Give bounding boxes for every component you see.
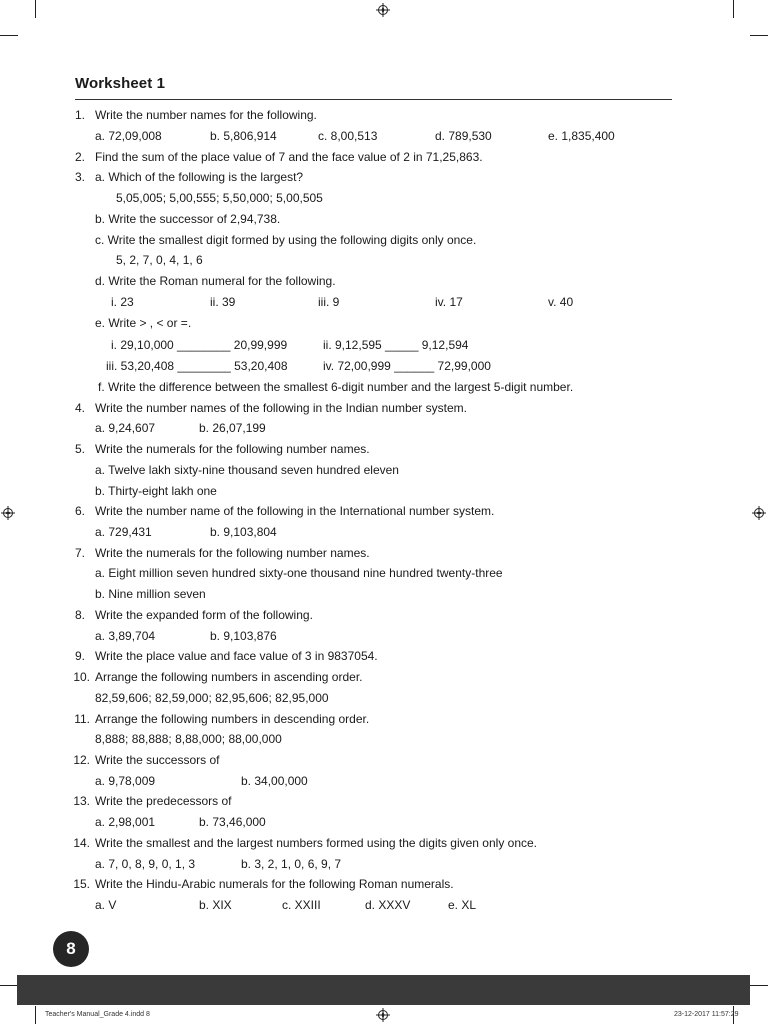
question-option: a. 9,78,009 (95, 774, 156, 788)
question-text: Arrange the following numbers in descending order. (95, 712, 370, 726)
question-option: a. 72,09,008 (95, 129, 162, 143)
registration-mark-icon (376, 3, 390, 17)
question-option: b. 5,806,914 (210, 129, 277, 143)
question-option: b. 26,07,199 (199, 421, 266, 435)
question-text: Write the number names for the following. (95, 108, 317, 122)
question-option: iv. 17 (435, 295, 463, 309)
question-option: i. 23 (111, 295, 134, 309)
question-number: 1. (74, 108, 85, 122)
question-option: a. 3,89,704 (95, 629, 156, 643)
question-option: iv. 72,00,999 ______ 72,99,000 (323, 359, 491, 373)
question-list: 5, 2, 7, 0, 4, 1, 6 (116, 253, 203, 267)
question-number: 10. (73, 670, 90, 684)
question-option: e. 1,835,400 (548, 129, 615, 143)
crop-mark (750, 35, 768, 36)
question-number: 3. (74, 170, 85, 184)
question-option: v. 40 (548, 295, 574, 309)
registration-mark-icon (376, 1008, 390, 1022)
question-option: iii. 9 (318, 295, 340, 309)
question-list: 82,59,606; 82,59,000; 82,95,606; 82,95,000 (95, 691, 329, 705)
question-option: b. 9,103,804 (210, 525, 277, 539)
question-subpart: f. Write the difference between the smallest 6-digit number and the largest 5-digit number. (98, 380, 574, 394)
question-option: d. XXXV (365, 898, 411, 912)
question-number: 14. (73, 836, 90, 850)
question-option: b. XIX (199, 898, 232, 912)
question-option: a. 729,431 (95, 525, 152, 539)
question-number: 7. (74, 546, 85, 560)
question-option: a. Twelve lakh sixty-nine thousand seven hundred eleven (95, 463, 399, 477)
question-number: 13. (73, 794, 90, 808)
crop-mark (35, 0, 36, 18)
question-option: a. Eight million seven hundred sixty-one thousand nine hundred twenty-three (95, 566, 503, 580)
question-subpart: e. Write > , < or =. (95, 316, 192, 330)
question-option: ii. 39 (210, 295, 236, 309)
registration-mark-icon (752, 506, 766, 520)
question-number: 8. (74, 608, 85, 622)
question-number: 12. (73, 753, 90, 767)
question-number: 15. (73, 877, 90, 891)
page-number-badge (53, 931, 89, 967)
question-option: ii. 9,12,595 _____ 9,12,594 (323, 338, 469, 352)
question-text: Write the smallest and the largest numbers formed using the digits given only once. (95, 836, 538, 850)
question-text: Write the Hindu-Arabic numerals for the following Roman numerals. (95, 877, 454, 891)
question-option: b. Nine million seven (95, 587, 206, 601)
question-option: b. 73,46,000 (199, 815, 266, 829)
question-option: b. 9,103,876 (210, 629, 277, 643)
crop-mark (35, 1006, 36, 1024)
crop-mark (0, 985, 18, 986)
question-subpart: c. Write the smallest digit formed by using the following digits only once. (95, 233, 477, 247)
question-text: Arrange the following numbers in ascending order. (95, 670, 363, 684)
question-subpart: d. Write the Roman numeral for the following. (95, 274, 336, 288)
question-text: Write the number name of the following in the International number system. (95, 504, 495, 518)
question-option: b. 34,00,000 (241, 774, 308, 788)
crop-mark (750, 985, 768, 986)
question-number: 6. (74, 504, 85, 518)
question-option: e. XL (448, 898, 477, 912)
question-text: Write the expanded form of the following. (95, 608, 313, 622)
footer-file-label: Teacher's Manual_Grade 4.indd 8 (45, 1011, 150, 1018)
question-option: i. 29,10,000 ________ 20,99,999 (111, 338, 288, 352)
question-subpart: a. Which of the following is the largest? (95, 170, 304, 184)
question-option: a. 2,98,001 (95, 815, 156, 829)
question-text: Write the successors of (95, 753, 220, 767)
question-text: Write the place value and face value of 3 in 9837054. (95, 649, 378, 663)
question-option: c. 8,00,513 (318, 129, 378, 143)
question-list: 5,05,005; 5,00,555; 5,50,000; 5,00,505 (116, 191, 323, 205)
question-number: 11. (74, 712, 90, 726)
question-option: b. 3, 2, 1, 0, 6, 9, 7 (241, 857, 342, 871)
crop-mark (0, 35, 18, 36)
question-option: c. XXIII (282, 898, 321, 912)
question-text: Write the number names of the following in the Indian number system. (95, 401, 467, 415)
question-option: d. 789,530 (435, 129, 492, 143)
question-text: Find the sum of the place value of 7 and the face value of 2 in 71,25,863. (95, 150, 483, 164)
footer-bar (17, 975, 750, 1005)
question-number: 5. (74, 442, 85, 456)
registration-mark-icon (1, 506, 15, 520)
crop-mark (733, 0, 734, 18)
page-title: Worksheet 1 (75, 75, 166, 92)
question-option: a. 9,24,607 (95, 421, 156, 435)
question-option: a. 7, 0, 8, 9, 0, 1, 3 (95, 857, 196, 871)
page-number: 8 (66, 939, 76, 958)
title-rule (75, 99, 672, 100)
question-text: Write the predecessors of (95, 794, 232, 808)
question-number: 9. (74, 649, 85, 663)
question-list: 8,888; 88,888; 8,88,000; 88,00,000 (95, 732, 282, 746)
question-number: 2. (74, 150, 85, 164)
footer-datetime: 23-12-2017 11:57:29 (674, 1011, 739, 1018)
question-option: b. Thirty-eight lakh one (95, 484, 217, 498)
question-subpart: b. Write the successor of 2,94,738. (95, 212, 281, 226)
question-text: Write the numerals for the following number names. (95, 546, 370, 560)
question-option: iii. 53,20,408 ________ 53,20,408 (106, 359, 288, 373)
question-number: 4. (74, 401, 85, 415)
question-text: Write the numerals for the following number names. (95, 442, 370, 456)
question-option: a. V (95, 898, 117, 912)
